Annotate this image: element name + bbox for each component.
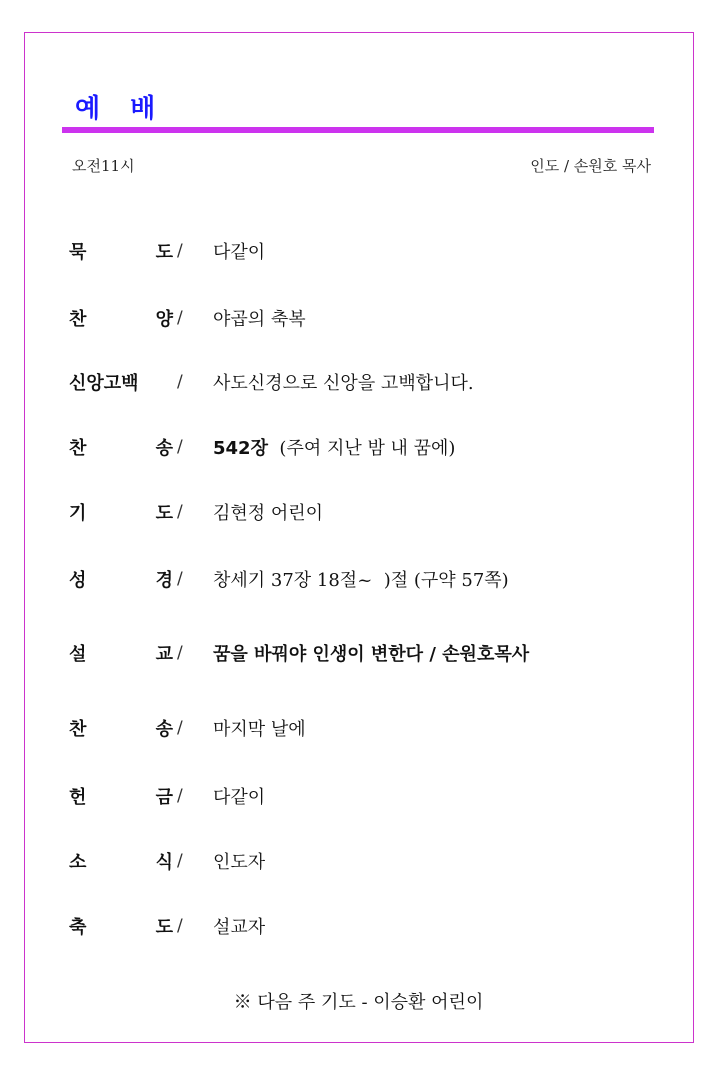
service-time: 오전11시: [72, 157, 135, 175]
order-value: 다같이: [213, 787, 266, 808]
order-row-benediction: [69, 911, 265, 941]
order-row-sermon: [69, 638, 529, 668]
order-row-offering: [69, 781, 265, 811]
order-row-scripture: [69, 564, 509, 594]
order-value: 야곱의 축복: [213, 309, 306, 330]
order-label: 묵 도: [69, 242, 173, 263]
order-value: 설교자: [213, 917, 266, 938]
page-title: [75, 88, 155, 125]
separator: /: [177, 372, 183, 392]
separator: /: [177, 241, 183, 261]
order-label: 성 경: [69, 570, 173, 591]
order-row-hymn-2: [69, 713, 306, 743]
separator: /: [177, 916, 183, 936]
order-label: 축 도: [69, 917, 173, 938]
title-char-2: 배: [130, 94, 156, 124]
order-label: 기 도: [69, 503, 173, 524]
separator: /: [177, 437, 183, 457]
separator: /: [177, 718, 183, 738]
order-row-praise: [69, 303, 306, 333]
service-leader: 인도 / 손원호 목사: [530, 157, 651, 175]
order-value: 다같이: [213, 242, 266, 263]
separator: /: [177, 308, 183, 328]
separator: /: [177, 643, 183, 663]
order-label: 헌 금: [69, 787, 173, 808]
separator: /: [177, 502, 183, 522]
order-value: 김현정 어린이: [213, 503, 324, 524]
order-row-confession: [69, 367, 474, 397]
order-row-announcements: [69, 846, 265, 876]
hymn-number: 542장: [213, 438, 268, 459]
order-row-prayer: [69, 497, 323, 527]
title-char-1: 예: [75, 94, 101, 124]
order-value: 꿈을 바꿔야 인생이 변한다 / 손원호목사: [213, 644, 530, 665]
order-value: 마지막 날에: [213, 719, 306, 740]
order-label: 찬 양: [69, 309, 173, 330]
order-label: 설 교: [69, 644, 173, 665]
order-value: [213, 434, 455, 460]
order-label: 찬 송: [69, 719, 173, 740]
next-week-note: ※ 다음 주 기도 - 이승환 어린이: [233, 992, 484, 1013]
hymn-title: (주여 지난 밤 내 꿈에): [279, 438, 456, 459]
separator: /: [177, 851, 183, 871]
order-value: 창세기 37장 18절~ )절 (구약 57쪽): [213, 570, 509, 591]
order-row-silent-prayer: [69, 236, 265, 266]
separator: /: [177, 569, 183, 589]
bulletin-frame: [24, 32, 694, 1043]
order-label: 찬 송: [69, 438, 173, 459]
order-value: 사도신경으로 신앙을 고백합니다.: [213, 373, 474, 394]
separator: /: [177, 786, 183, 806]
order-value: 인도자: [213, 852, 266, 873]
title-underline: [62, 127, 654, 133]
order-row-hymn-1: [69, 432, 455, 462]
order-label: 신앙고백: [69, 373, 139, 394]
order-label: 소 식: [69, 852, 173, 873]
